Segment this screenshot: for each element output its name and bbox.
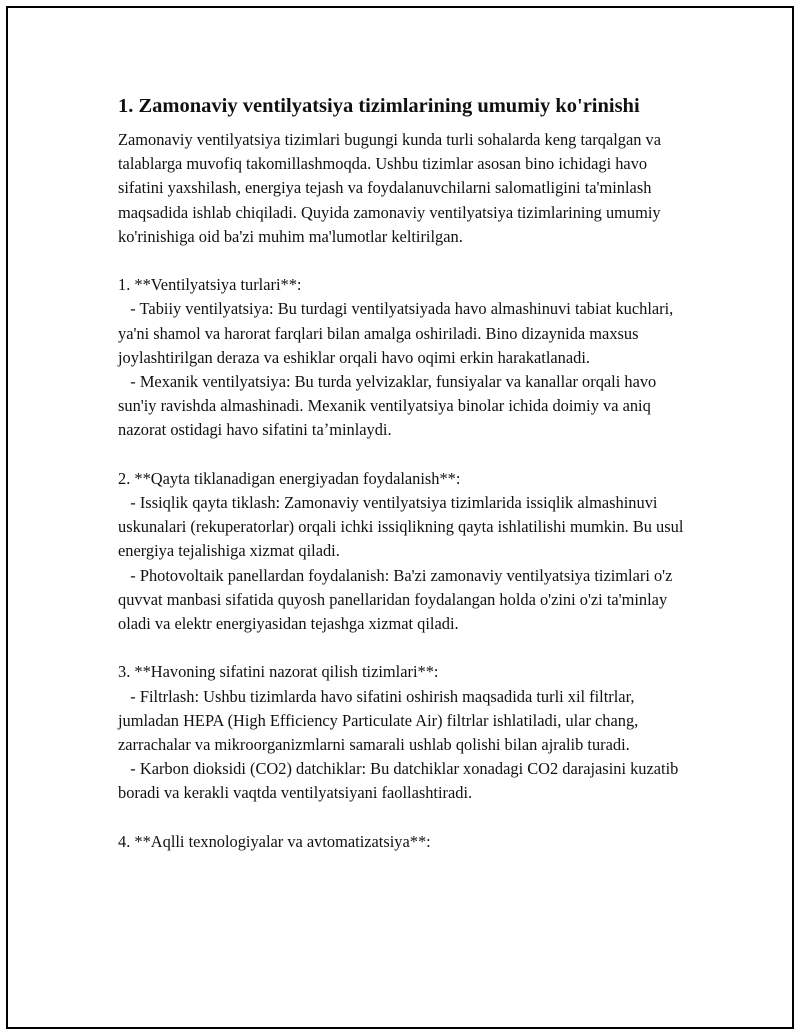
list-item: - Photovoltaik panellardan foydalanish: Ba'zi zamonaviy ventilyatsiya tizimlari o'z quvvat manbasi sifatida quyosh panellaridan foydalangan holda o'zini o'zi ta'minlay oladi va elektr energiyasidan tejashga xizmat qiladi. bbox=[118, 565, 677, 634]
section-smart-technologies bbox=[118, 830, 688, 854]
paragraph-gap bbox=[118, 443, 688, 467]
section-heading: 3. **Havoning sifatini nazorat qilish tizimlari**: bbox=[118, 662, 439, 682]
section-heading: 2. **Qayta tiklanadigan energiyadan foydalanish**: bbox=[118, 468, 461, 488]
list-item: - Tabiiy ventilyatsiya: Bu turdagi ventilyatsiyada havo almashinuvi tabiat kuchlari, ya'ni shamol va harorat farqlari bilan amalga oshiriladi. Bino dizaynida maxsus joylashtirilgan deraza va eshiklar orqali havo oqimi erkin harakatlanadi. bbox=[118, 299, 678, 367]
section-heading: 1. **Ventilyatsiya turlari**: bbox=[118, 275, 302, 295]
list-item: - Filtrlash: Ushbu tizimlarda havo sifatini oshirish maqsadida turli xil filtrlar, jumladan HEPA (High Efficiency Particulate Air) filtrlar ishlatiladi, ular chang, zarrachalar va mikroorganizmlarni samarali ushlab qolishi bilan ajralib turadi. bbox=[118, 686, 643, 755]
section-renewable-energy bbox=[118, 467, 688, 636]
section-heading: 4. **Aqlli texnologiyalar va avtomatizatsiya**: bbox=[118, 831, 431, 851]
list-item: - Issiqlik qayta tiklash: Zamonaviy ventilyatsiya tizimlarida issiqlik almashinuvi uskunalari (rekuperatorlar) orqali ichki issiqlikning qayta ishlatilishi mumkin. Bu usul energiya tejalishiga xizmat qiladi. bbox=[118, 493, 688, 561]
section-air-quality bbox=[118, 660, 688, 805]
list-item: - Mexanik ventilyatsiya: Bu turda yelvizaklar, funsiyalar va kanallar orqali havo sun'iy ravishda almashinadi. Mexanik ventilyatsiya binolar ichida doimiy va aniq nazorat ostidagi havo sifatini taʼminlaydi. bbox=[118, 372, 661, 440]
intro-paragraph: Zamonaviy ventilyatsiya tizimlari bugungi kunda turli sohalarda keng tarqalgan va talablarga muvofiq takomillashmoqda. Ushbu tizimlar asosan bino ichidagi havo sifatini yaxshilash, energiya tejash va foydalanuvchilarni salomatligini ta'minlash maqsadida ishlab chiqiladi. Quyida zamonaviy ventilyatsiya tizimlarining umumiy ko'rinishiga oid ba'zi muhim ma'lumotlar keltirilgan. bbox=[118, 130, 662, 246]
list-item: - Karbon dioksidi (CO2) datchiklar: Bu datchiklar xonadagi CO2 darajasini kuzatib boradi va kerakli vaqtda ventilyatsiyani faollashtiradi. bbox=[118, 759, 683, 803]
paragraph-gap bbox=[118, 636, 688, 660]
document-title: 1. Zamonaviy ventilyatsiya tizimlarining umumiy ko'rinishi bbox=[118, 95, 640, 117]
paragraph-gap bbox=[118, 249, 688, 273]
document-body bbox=[118, 92, 688, 854]
paragraph-gap bbox=[118, 806, 688, 830]
section-ventilation-types bbox=[118, 273, 688, 442]
